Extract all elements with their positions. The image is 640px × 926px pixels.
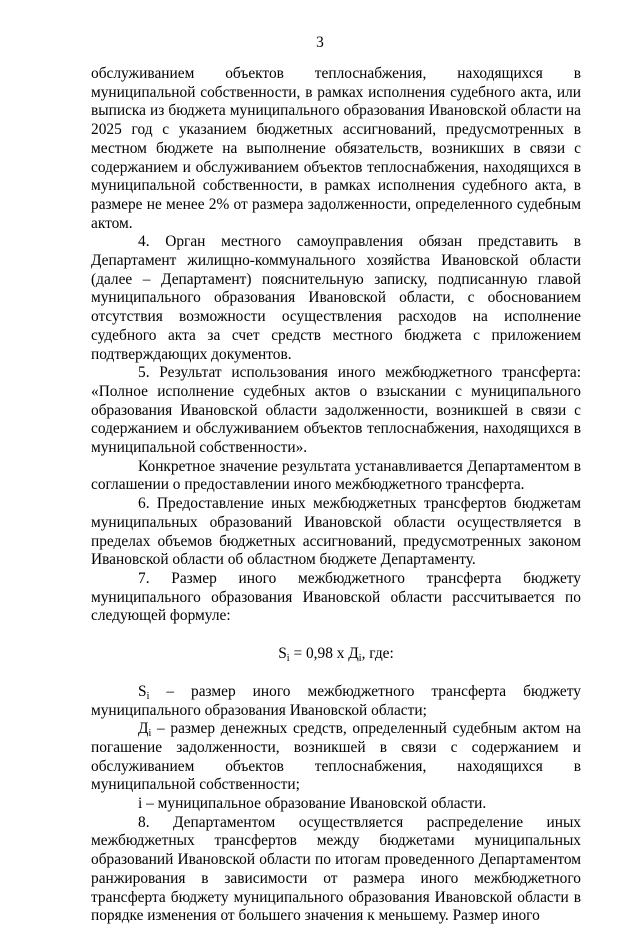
paragraph-8: 8. Департаментом осуществляется распределение иных межбюджетных трансфертов между бюджетами муниципальных образований Ивановской области по итогам проведенного Департаментом ранжирования в зависимости от размера иного межбюджетного трансферта бюджету муниципального образования Ивановской области в порядке изменения от большего значения к меньшему. Размер иного [91,813,581,925]
definition-s-text: – размер иного межбюджетного трансферта бюджету муниципального образования Ивановской области; [91,682,581,719]
definition-d-symbol: Д [138,720,149,738]
paragraph-continuation: обслуживанием объектов теплоснабжения, находящихся в муниципальной собственности, в рамках исполнения судебного акта, или выписка из бюджета муниципального образования Ивановской области на 2025 год с указанием бюджетных ассигнований, предусмотренных в местном бюджете на выполнение обязательств, возникших в связи с содержанием и обслуживанием объектов теплоснабжения, находящихся в муниципальной собственности, в рамках исполнения судебного акта, в размере не менее 2% от размера задолженности, определенного судебным актом. [91,65,581,232]
formula-rhs-subscript: i [358,653,362,665]
paragraph-5-result-value: Конкретное значение результата устанавливается Департаментом в соглашении о предоставлении иного межбюджетного трансферта. [91,457,581,494]
definition-d-text: – размер денежных средств, определенный судебным актом на погашение задолженности, возникшей в связи с содержанием и обслуживанием объектов теплоснабжения, находящихся в муниципальной собственности; [91,720,581,794]
paragraph-4: 4. Орган местного самоуправления обязан представить в Департамент жилищно-коммунального хозяйства Ивановской области (далее – Департамент) пояснительную записку, подписанную главой муниципального образования Ивановской области, с обоснованием отсутствия возможности осуществления расходов на исполнение судебного акта за счет средств местного бюджета с приложением подтверждающих документов. [91,233,581,363]
formula-tail: , где: [361,645,394,663]
definition-s-subscript: i [146,690,150,702]
definition-s [91,683,581,720]
page-number: 3 [316,34,324,51]
formula-operator: = 0,98 x Д [293,645,359,663]
formula-lhs: S [278,645,287,663]
definition-s-symbol: S [138,682,147,700]
definition-d [91,720,581,795]
paragraph-5: 5. Результат использования иного межбюджетного трансферта: «Полное исполнение судебных актов о взыскании с муниципального образования Ивановской области задолженности, возникшей в связи с содержанием и обслуживанием объектов теплоснабжения, находящихся в муниципальной собственности». [91,364,581,457]
definition-i: i – муниципальное образование Ивановской области. [138,795,487,813]
definition-d-subscript: i [148,728,152,740]
paragraph-6: 6. Предоставление иных межбюджетных трансфертов бюджетам муниципальных образований Ивановской области осуществляется в пределах объемов бюджетных ассигнований, предусмотренных законом Ивановской области об областном бюджете Департаменту. [91,495,581,569]
transfer-formula [91,645,581,664]
paragraph-7: 7. Размер иного межбюджетного трансферта бюджету муниципального образования Ивановской области рассчитывается по следующей формуле: [91,569,581,625]
document-body [91,65,581,926]
formula-lhs-subscript: i [286,653,290,665]
